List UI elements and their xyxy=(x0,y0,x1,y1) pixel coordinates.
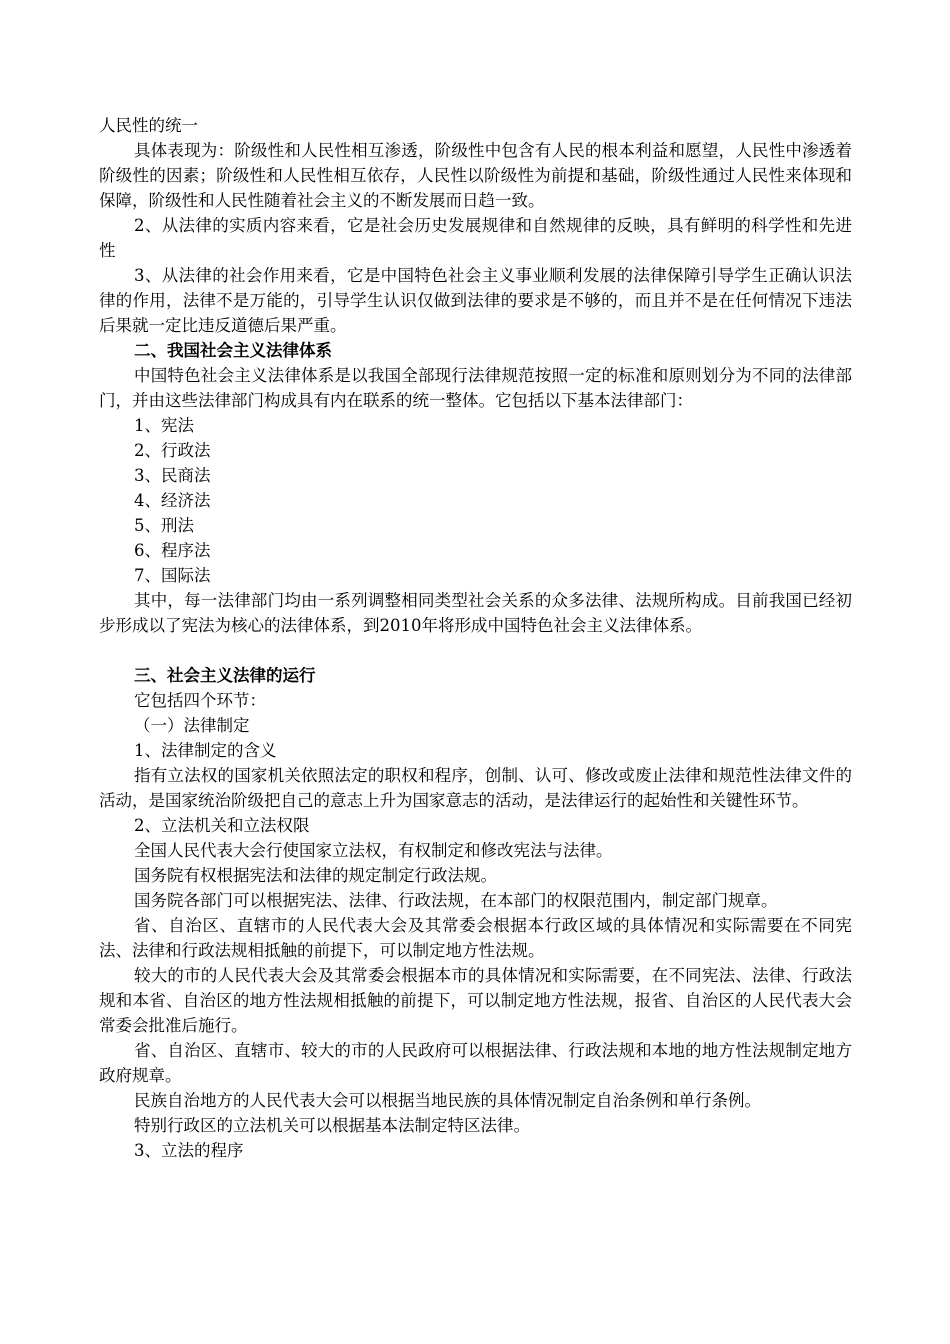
list-item: 2、立法机关和立法权限 xyxy=(134,816,310,835)
paragraph: 中国特色社会主义法律体系是以我国全部现行法律规范按照一定的标准和原则划分为不同的法律部门，并由这些法律部门构成具有内在联系的统一整体。它包括以下基本法律部门： xyxy=(99,366,852,410)
paragraph: 民族自治地方的人民代表大会可以根据当地民族的具体情况制定自治条例和单行条例。 xyxy=(134,1091,761,1110)
list-item: 5、刑法 xyxy=(134,516,194,535)
list-item: 4、经济法 xyxy=(134,491,211,510)
paragraph: 国务院各部门可以根据宪法、法律、行政法规，在本部门的权限范围内，制定部门规章。 xyxy=(134,891,778,910)
paragraph: 指有立法权的国家机关依照法定的职权和程序，创制、认可、修改或废止法律和规范性法律文件的活动，是国家统治阶级把自己的意志上升为国家意志的活动，是法律运行的起始性和关键性环节。 xyxy=(99,766,852,810)
paragraph: 具体表现为：阶级性和人民性相互渗透，阶级性中包含有人民的根本利益和愿望，人民性中渗透着阶级性的因素；阶级性和人民性相互依存，人民性以阶级性为前提和基础，阶级性通过人民性来体现和保障，阶级性和人民性随着社会主义的不断发展而日趋一致。 xyxy=(99,141,852,210)
document-body xyxy=(99,113,852,1163)
list-item: 7、国际法 xyxy=(134,566,211,585)
list-item: 6、程序法 xyxy=(134,541,211,560)
paragraph: 全国人民代表大会行使国家立法权，有权制定和修改宪法与法律。 xyxy=(134,841,613,860)
list-item: 它包括四个环节： xyxy=(134,691,266,710)
paragraph: 省、自治区、直辖市的人民代表大会及其常委会根据本行政区域的具体情况和实际需要在不同宪法、法律和行政法规相抵触的前提下，可以制定地方性法规。 xyxy=(99,916,852,960)
list-item: 1、宪法 xyxy=(134,416,194,435)
paragraph: 其中，每一法律部门均由一系列调整相同类型社会关系的众多法律、法规所构成。目前我国已经初步形成以了宪法为核心的法律体系，到2010年将形成中国特色社会主义法律体系。 xyxy=(99,591,852,635)
list-item: 3、立法的程序 xyxy=(134,1141,244,1160)
paragraph: 人民性的统一 xyxy=(99,116,198,135)
paragraph: 3、从法律的社会作用来看，它是中国特色社会主义事业顺利发展的法律保障引导学生正确认识法律的作用，法律不是万能的，引导学生认识仅做到法律的要求是不够的，而且并不是在任何情况下违法后果就一定比违反道德后果严重。 xyxy=(99,266,852,335)
list-item: 3、民商法 xyxy=(134,466,211,485)
blank-line xyxy=(99,638,852,663)
paragraph: 国务院有权根据宪法和法律的规定制定行政法规。 xyxy=(134,866,497,885)
list-item: （一）法律制定 xyxy=(134,716,250,735)
paragraph: 特别行政区的立法机关可以根据基本法制定特区法律。 xyxy=(134,1116,530,1135)
section-heading: 二、我国社会主义法律体系 xyxy=(134,341,332,360)
paragraph: 2、从法律的实质内容来看，它是社会历史发展规律和自然规律的反映，具有鲜明的科学性和先进性 xyxy=(99,216,852,260)
paragraph: 较大的市的人民代表大会及其常委会根据本市的具体情况和实际需要，在不同宪法、法律、行政法规和本省、自治区的地方性法规相抵触的前提下，可以制定地方性法规，报省、自治区的人民代表大会常委会批准后施行。 xyxy=(99,966,852,1035)
list-item: 2、行政法 xyxy=(134,441,211,460)
paragraph: 省、自治区、直辖市、较大的市的人民政府可以根据法律、行政法规和本地的地方性法规制定地方政府规章。 xyxy=(99,1041,852,1085)
list-item: 1、法律制定的含义 xyxy=(134,741,277,760)
section-heading: 三、社会主义法律的运行 xyxy=(134,666,316,685)
